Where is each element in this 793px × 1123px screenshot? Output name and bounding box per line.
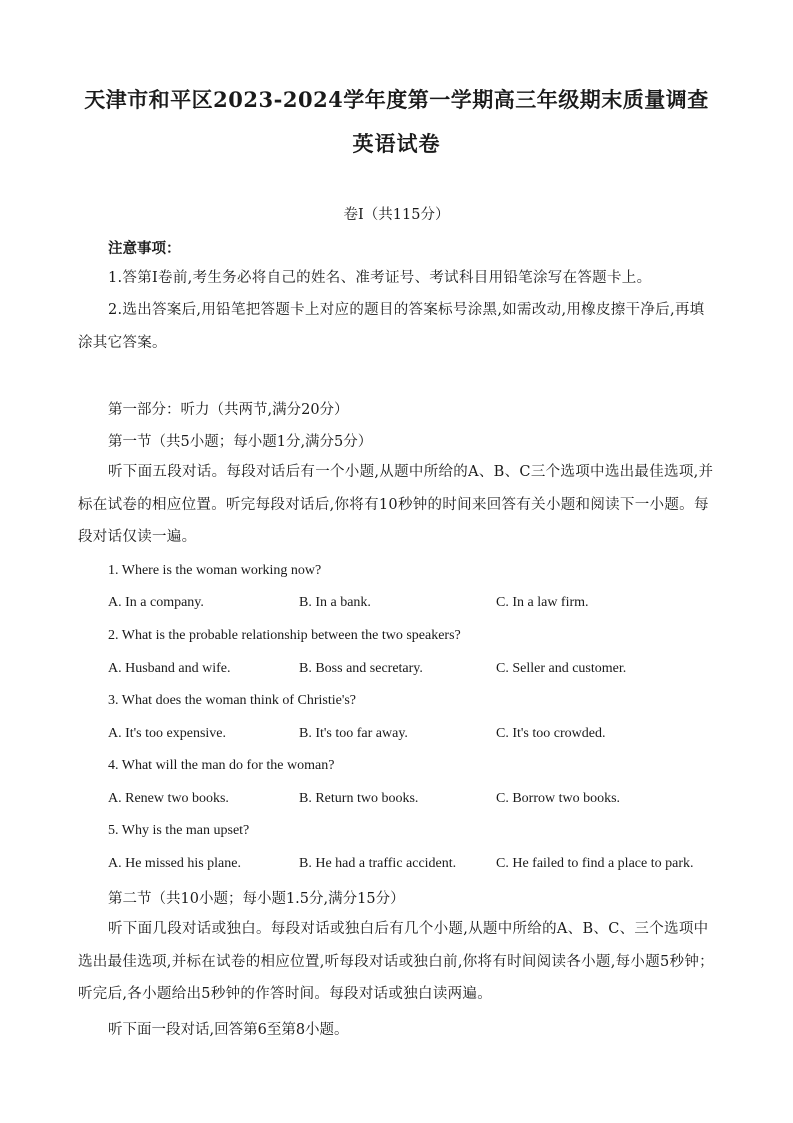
exam-subtitle: 英语试卷 — [352, 131, 441, 156]
notice-item-1: 1.答第I卷前,考生务必将自己的姓名、准考证号、考试科目用铅笔涂写在答题卡上。 — [108, 270, 652, 286]
option-a: A. Renew two books. — [108, 791, 229, 806]
section1-instructions: 听下面五段对话。每段对话后有一个小题,从题中所给的A、B、C三个选项中选出最佳选项,并标在试卷的相应位置。听完每段对话后,你将有10秒钟的时间来回答有关小题和阅读下一小题。每段对话仅读一遍。 — [78, 464, 714, 545]
option-b: B. It's too far away. — [299, 726, 408, 741]
option-c: C. In a law firm. — [496, 595, 589, 610]
option-a: A. It's too expensive. — [108, 726, 227, 741]
question-stem: 4. What will the man do for the woman? — [108, 758, 335, 773]
option-a: A. He missed his plane. — [108, 856, 241, 871]
option-c: C. Seller and customer. — [496, 661, 627, 676]
question-stem: 3. What does the woman think of Christie's? — [108, 693, 357, 708]
section1-heading: 第一节（共5小题；每小题1分,满分5分） — [108, 434, 373, 450]
question-stem: 2. What is the probable relationship between the two speakers? — [108, 628, 461, 643]
section2-lead: 听下面一段对话,回答第6至第8小题。 — [108, 1022, 349, 1038]
notice-item-2: 2.选出答案后,用铅笔把答题卡上对应的题目的答案标号涂黑,如需改动,用橡皮擦干净后,再填涂其它答案。 — [78, 302, 705, 351]
notice-heading: 注意事项： — [108, 240, 181, 257]
option-b: B. Boss and secretary. — [299, 661, 423, 676]
question-stem: 1. Where is the woman working now? — [108, 563, 322, 578]
section2-instructions: 听下面几段对话或独白。每段对话或独白后有几个小题,从题中所给的A、B、C、三个选项中选出最佳选项,并标在试卷的相应位置,听每段对话或独白前,你将有时间阅读各小题,每小题5秒钟；听完后,各小题给出5秒钟的作答时间。每段对话或独白读两遍。 — [78, 921, 714, 1002]
option-c: C. Borrow two books. — [496, 791, 621, 806]
question-stem: 5. Why is the man upset? — [108, 823, 250, 838]
exam-title: 天津市和平区2023-2024学年度第一学期高三年级期末质量调查 — [84, 87, 709, 112]
option-c: C. He failed to find a place to park. — [496, 856, 694, 871]
volume-label: 卷I（共115分） — [343, 207, 450, 223]
option-a: A. In a company. — [108, 595, 204, 610]
option-a: A. Husband and wife. — [108, 661, 231, 676]
option-b: B. In a bank. — [299, 595, 371, 610]
part1-heading: 第一部分：听力（共两节,满分20分） — [108, 402, 349, 418]
option-b: B. Return two books. — [299, 791, 419, 806]
section2-heading: 第二节（共10小题；每小题1.5分,满分15分） — [108, 891, 405, 907]
option-c: C. It's too crowded. — [496, 726, 606, 741]
option-b: B. He had a traffic accident. — [299, 856, 457, 871]
